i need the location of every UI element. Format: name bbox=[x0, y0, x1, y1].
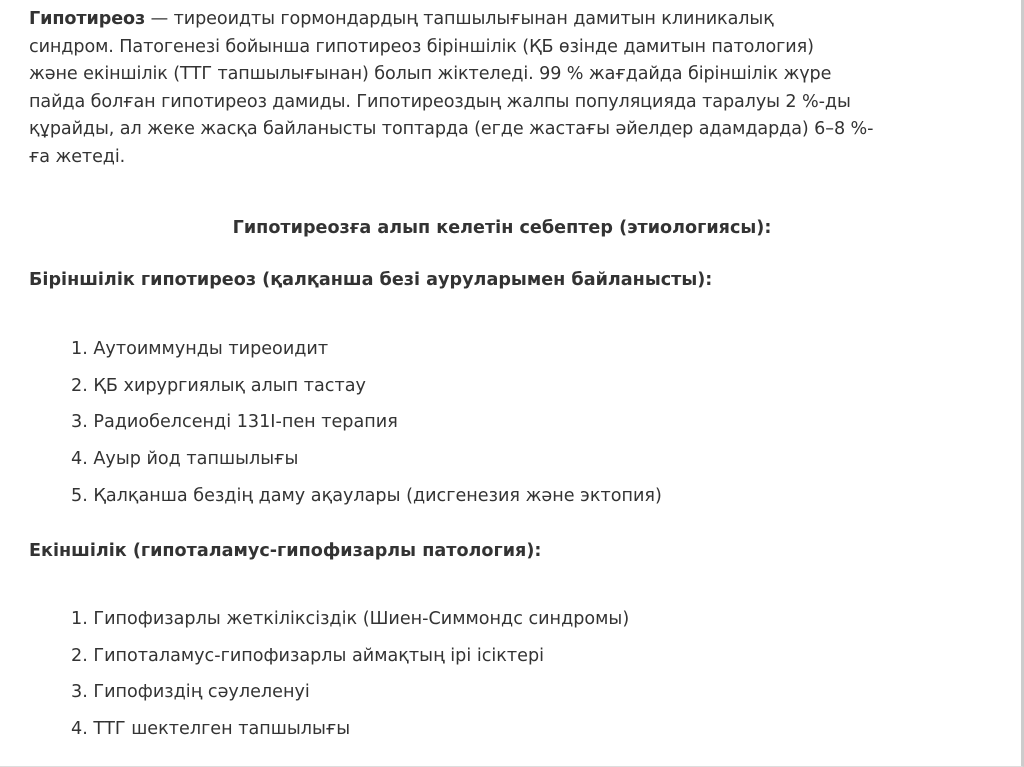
list-item: 1. Гипофизарлы жеткіліксіздік (Шиен-Симмондс синдромы) bbox=[71, 609, 630, 629]
list-item: 4. ТТГ шектелген тапшылығы bbox=[71, 719, 351, 740]
secondary-causes-list bbox=[71, 601, 629, 748]
etiology-heading: Гипотиреозға алып келетін себептер (этиологиясы): bbox=[232, 218, 772, 238]
intro-line-1-text: — тиреоидты гормондардың тапшылығынан дамитын клиникалық bbox=[145, 9, 774, 29]
intro-line-5: құрайды, ал жеке жасқа байланысты топтарда (егде жастағы әйелдер адамдарда) 6–8 %- bbox=[29, 119, 874, 139]
list-item: 4. Ауыр йод тапшылығы bbox=[71, 449, 299, 470]
list-item: 1. Аутоиммунды тиреоидит bbox=[71, 339, 329, 359]
intro-line-1 bbox=[29, 6, 989, 34]
intro-line-6: ға жетеді. bbox=[29, 146, 126, 167]
list-item: 3. Радиобелсенді 131I-пен терапия bbox=[71, 412, 398, 433]
primary-causes-list bbox=[71, 331, 662, 515]
list-item: 2. Гипоталамус-гипофизарлы аймақтың ірі ісіктері bbox=[71, 645, 545, 666]
intro-line-2: синдром. Патогенезі бойынша гипотиреоз біріншілік (ҚБ өзінде дамитын патология) bbox=[29, 36, 814, 57]
intro-paragraph bbox=[29, 6, 989, 171]
intro-term: Гипотиреоз bbox=[29, 9, 146, 29]
list-item: 2. ҚБ хирургиялық алып тастау bbox=[71, 375, 366, 396]
primary-hypothyroidism-heading: Біріншілік гипотиреоз (қалқанша безі ауруларымен байланысты): bbox=[29, 270, 713, 290]
list-item: 3. Гипофиздің сәулеленуі bbox=[71, 682, 310, 703]
secondary-hypothyroidism-heading: Екіншілік (гипоталамус-гипофизарлы патология): bbox=[29, 541, 542, 561]
intro-line-3: және екіншілік (ТТГ тапшылығынан) болып жіктеледі. 99 % жағдайда біріншілік жүре bbox=[29, 64, 832, 84]
list-item: 5. Қалқанша бездің даму ақаулары (дисгенезия және эктопия) bbox=[71, 485, 662, 506]
intro-line-4: пайда болған гипотиреоз дамиды. Гипотиреоздың жалпы популяцияда таралуы 2 %-ды bbox=[29, 91, 851, 112]
